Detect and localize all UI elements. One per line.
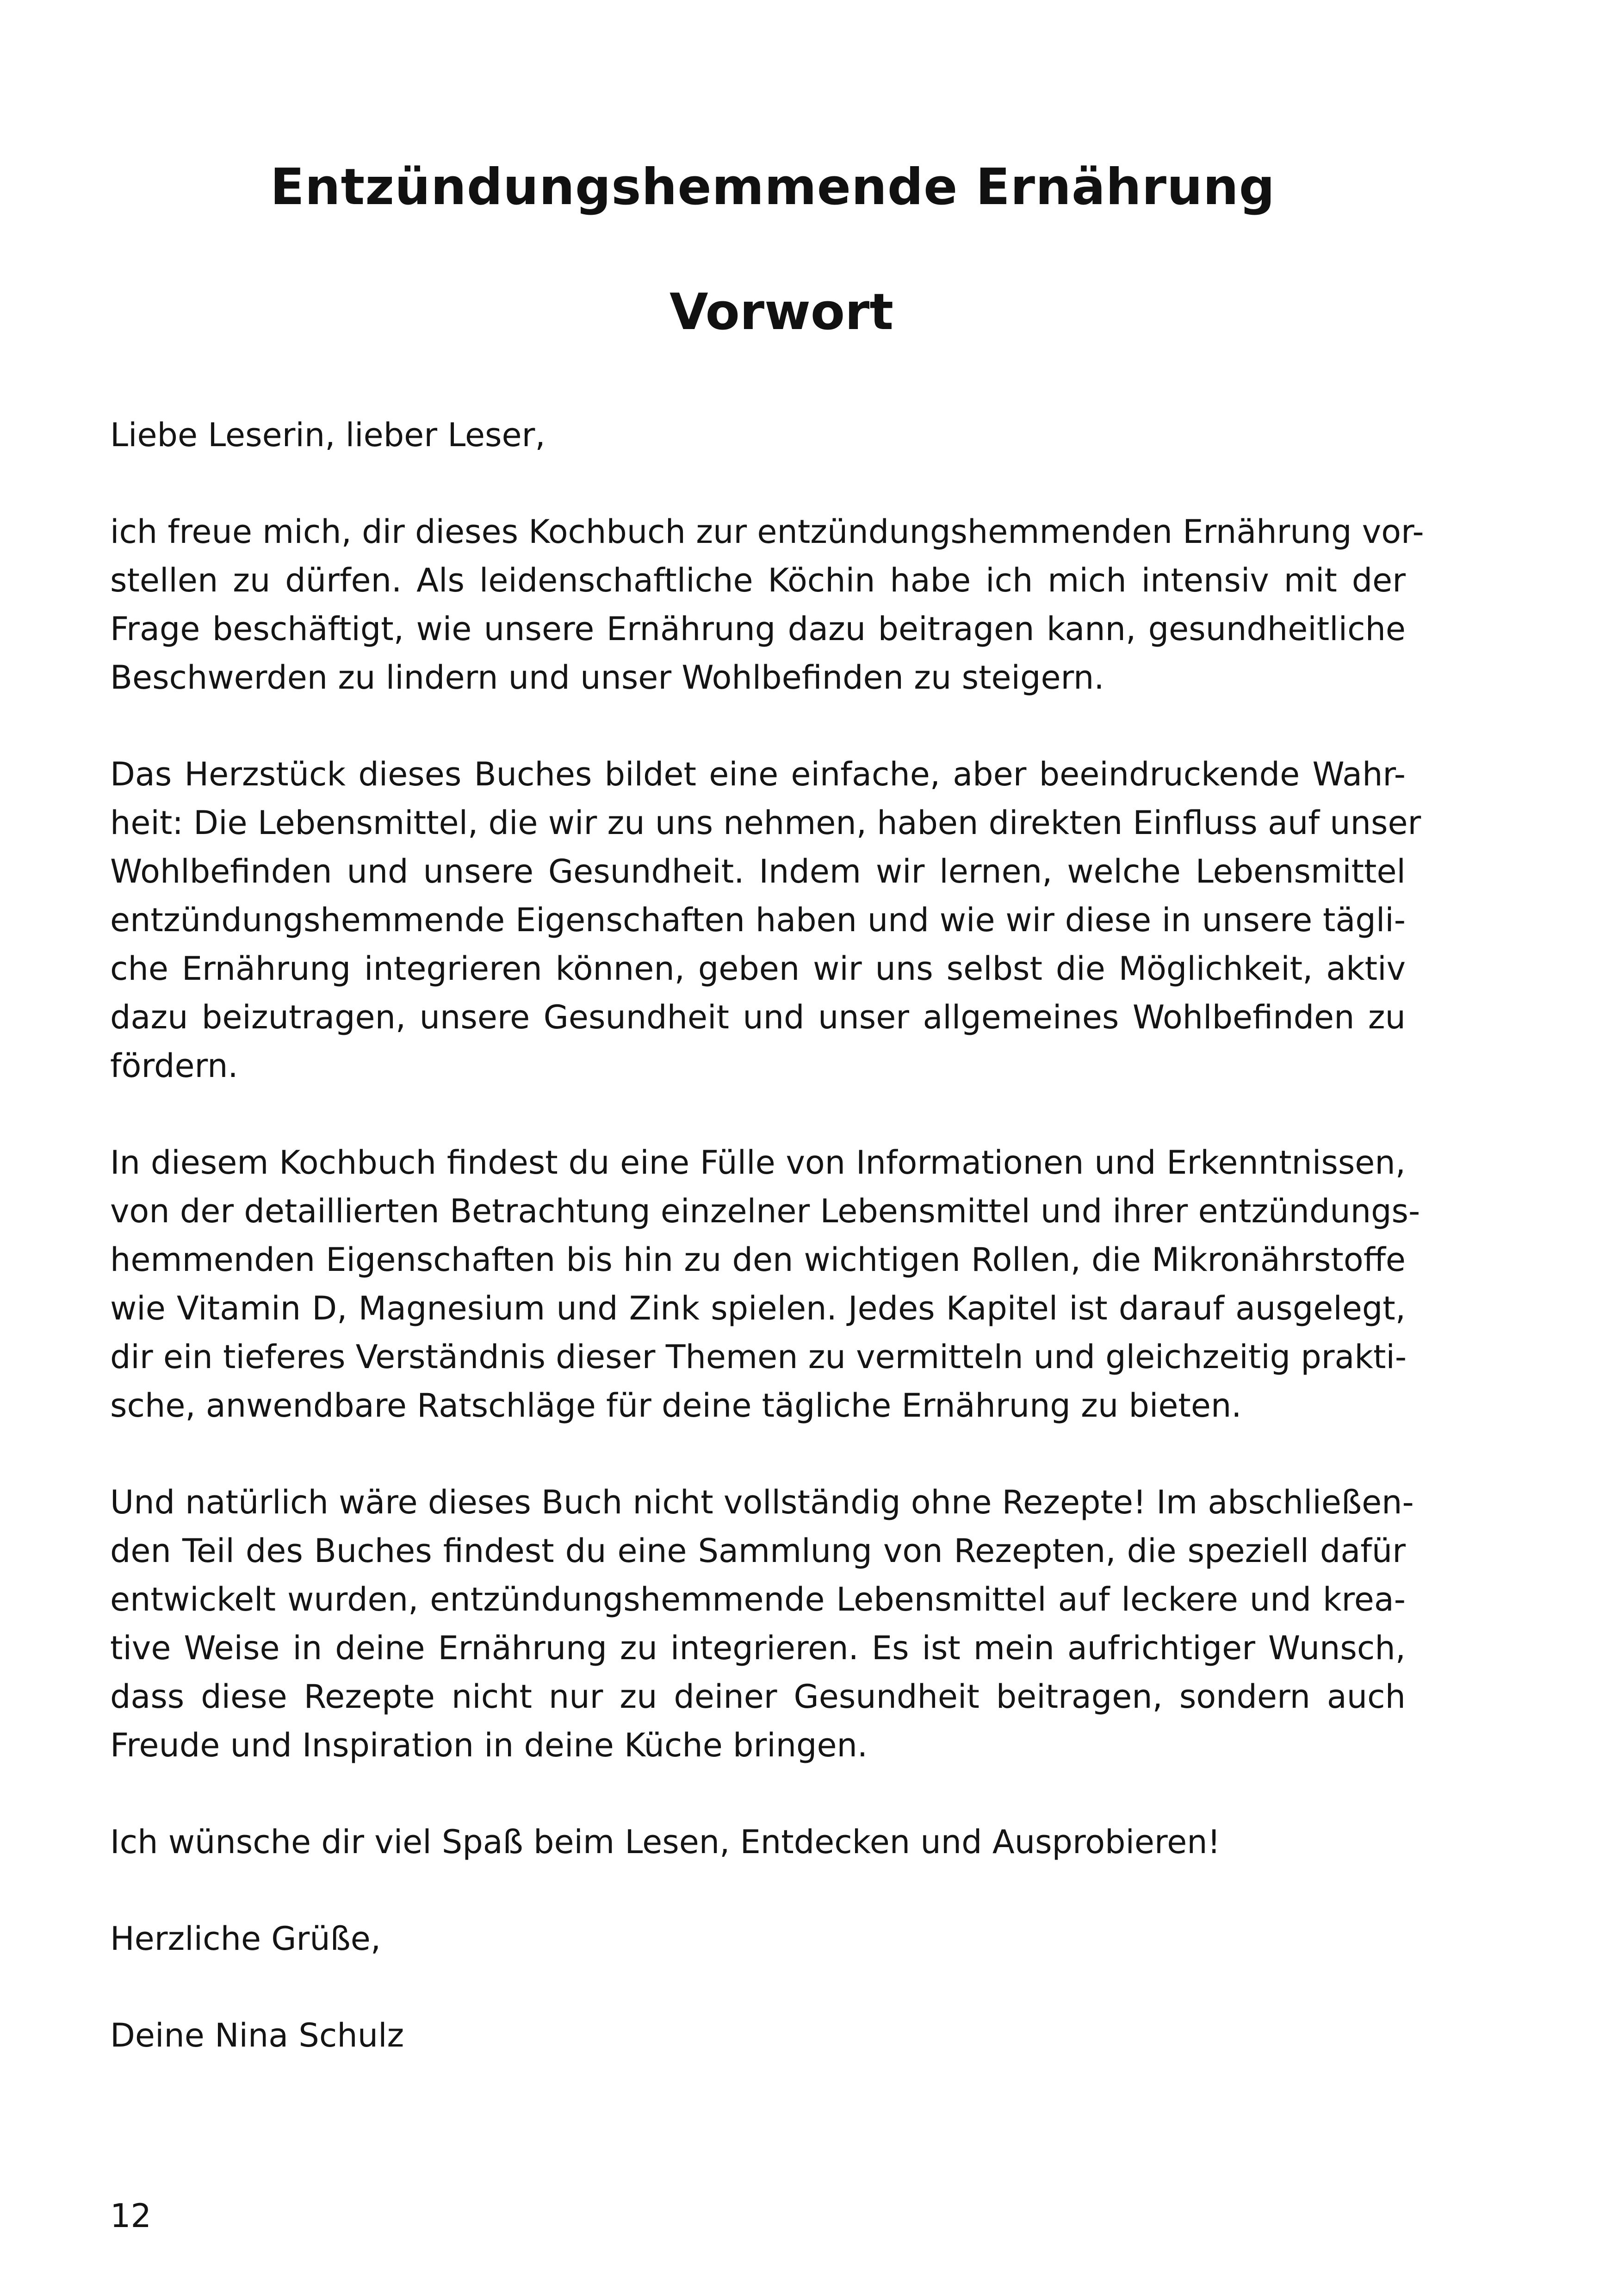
paragraph xyxy=(110,750,1421,1090)
text-line: Freude und Inspiration in deine Küche bringen. xyxy=(110,1726,868,1764)
text-line: fördern. xyxy=(110,1047,238,1085)
text-line: entwickelt wurden, entzündungshemmende Lebensmittel auf leckere und krea- xyxy=(110,1580,1406,1618)
paragraph xyxy=(110,411,1406,460)
body-text xyxy=(110,411,1424,2108)
text-line: sche, anwendbare Ratschläge für deine tägliche Ernährung zu bieten. xyxy=(110,1387,1242,1425)
text-line: Ich wünsche dir viel Spaß beim Lesen, Entdecken und Ausprobieren! xyxy=(110,1823,1221,1861)
text-line: Wohlbefinden und unsere Gesundheit. Indem wir lernen, welche Lebensmittel xyxy=(110,852,1406,890)
text-line: dir ein tieferes Verständnis dieser Themen zu vermitteln und gleichzeitig prakti- xyxy=(110,1338,1407,1376)
text-line: entzündungshemmende Eigenschaften haben und wie wir diese in unsere tägli- xyxy=(110,901,1406,939)
text-line: Das Herzstück dieses Buches bildet eine einfache, aber beeindruckende Wahr- xyxy=(110,755,1406,793)
paragraph xyxy=(110,1915,1406,1963)
section-title: Vorwort xyxy=(670,283,893,341)
paragraph xyxy=(110,1818,1406,1867)
text-line: ich freue mich, dir dieses Kochbuch zur entzündungshemmenden Ernährung vor- xyxy=(110,513,1424,551)
text-line: In diesem Kochbuch findest du eine Fülle von Informationen und Erkenntnissen, xyxy=(110,1144,1406,1182)
text-line: dazu beizutragen, unsere Gesundheit und unser allgemeines Wohlbefinden zu xyxy=(110,998,1406,1036)
text-line: von der detaillierten Betrachtung einzelner Lebensmittel und ihrer entzündungs- xyxy=(110,1192,1420,1230)
paragraph xyxy=(110,2011,1406,2060)
text-line: dass diese Rezepte nicht nur zu deiner Gesundheit beitragen, sondern auch xyxy=(110,1678,1406,1716)
text-line: Deine Nina Schulz xyxy=(110,2016,404,2054)
text-line: Herzliche Grüße, xyxy=(110,1920,381,1958)
text-line: che Ernährung integrieren können, geben wir uns selbst die Möglichkeit, aktiv xyxy=(110,950,1406,988)
text-line: Frage beschäftigt, wie unsere Ernährung dazu beitragen kann, gesundheitliche xyxy=(110,610,1406,648)
text-line: den Teil des Buches findest du eine Sammlung von Rezepten, die speziell dafür xyxy=(110,1532,1406,1570)
text-line: stellen zu dürfen. Als leidenschaftliche Köchin habe ich mich intensiv mit der xyxy=(110,561,1406,599)
paragraph xyxy=(110,508,1424,702)
text-line: heit: Die Lebensmittel, die wir zu uns nehmen, haben direkten Einfluss auf unser xyxy=(110,804,1421,842)
paragraph xyxy=(110,1139,1420,1430)
paragraph xyxy=(110,1478,1414,1770)
page-number: 12 xyxy=(110,2197,152,2235)
text-line: Beschwerden zu lindern und unser Wohlbefinden zu steigern. xyxy=(110,659,1104,697)
text-line: Und natürlich wäre dieses Buch nicht vollständig ohne Rezepte! Im abschließen- xyxy=(110,1483,1414,1521)
text-line: Liebe Leserin, lieber Leser, xyxy=(110,416,546,454)
text-line: wie Vitamin D, Magnesium und Zink spielen. Jedes Kapitel ist darauf ausgelegt, xyxy=(110,1289,1406,1327)
text-line: tive Weise in deine Ernährung zu integrieren. Es ist mein aufrichtiger Wunsch, xyxy=(110,1629,1406,1667)
text-line: hemmenden Eigenschaften bis hin zu den wichtigen Rollen, die Mikronährstoffe xyxy=(110,1241,1406,1279)
book-title: Entzündungshemmende Ernährung xyxy=(270,158,1276,216)
